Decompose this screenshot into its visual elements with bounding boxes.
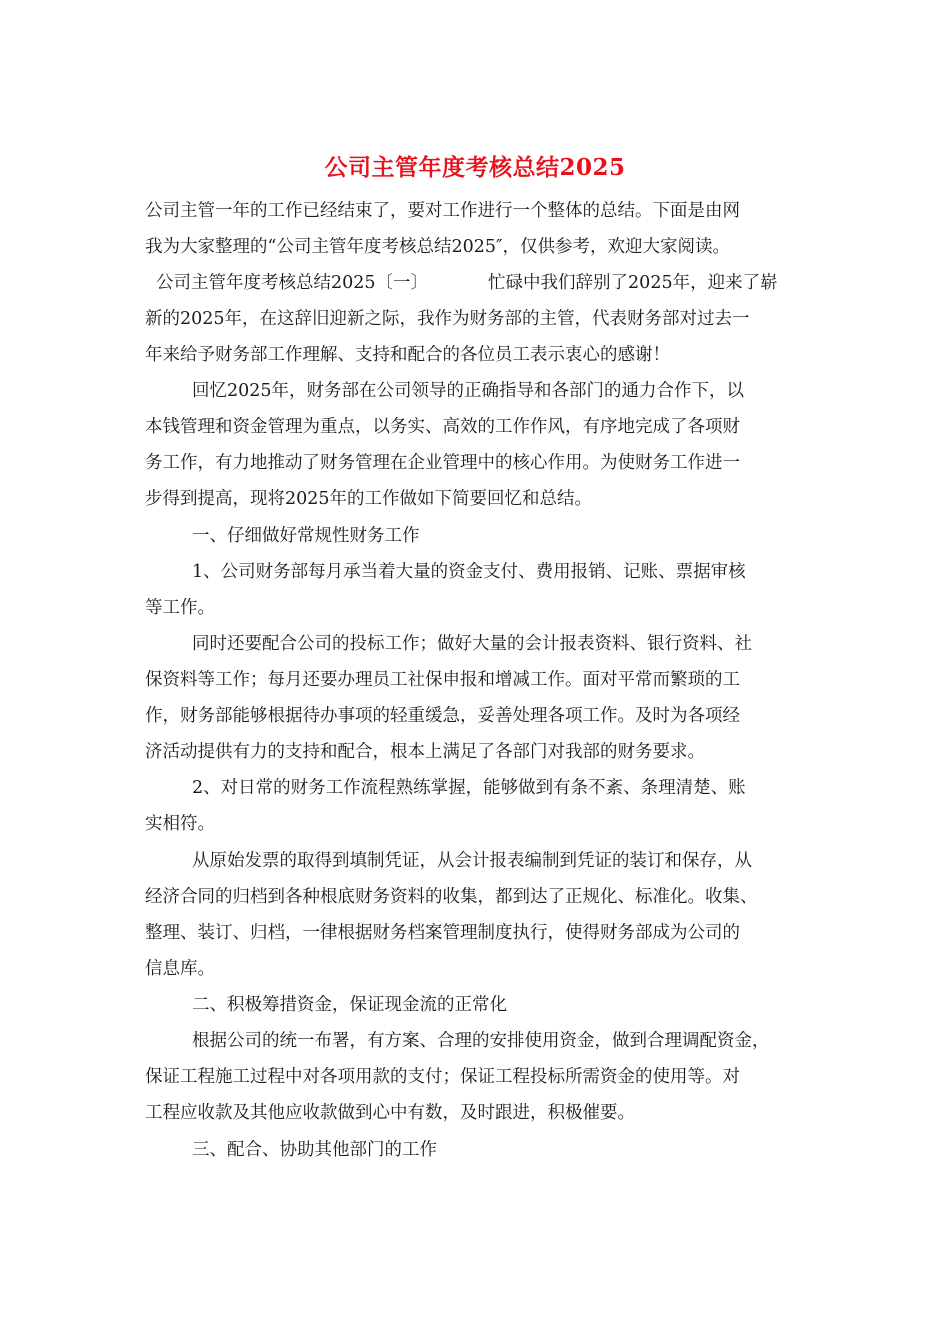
intro-line-3-text: 忙碌中我们辞别了2025年，迎来了崭 [488,273,778,293]
section-2-heading: 二、积极筹措资金，保证现金流的正常化 [192,995,507,1015]
review-line-2: 本钱管理和资金管理为重点，以务实、高效的工作作风，有序地完成了各项财 [145,417,740,437]
section-1-para-1-line-2: 保资料等工作；每月还要办理员工社保申报和增减工作。面对平常而繁琐的工 [145,670,740,690]
section-1-item-1-line-2: 等工作。 [145,598,215,618]
section-1-para-2-line-4: 信息库。 [145,959,215,979]
section-2-para-line-1: 根据公司的统一布署，有方案、合理的安排使用资金，做到合理调配资金， [192,1031,770,1051]
section-1-para-2-line-2: 经济合同的归档到各种根底财务资料的收集，都到达了正规化、标准化。收集、 [145,887,758,907]
review-line-4: 步得到提高，现将2025年的工作做如下简要回忆和总结。 [145,489,593,509]
document-title: 公司主管年度考核总结2025 [324,154,626,181]
section-1-item-2-line-1: 2、对日常的财务工作流程熟练掌握，能够做到有条不紊、条理清楚、账 [192,778,746,798]
section-1-para-2-line-3: 整理、装订、归档，一律根据财务档案管理制度执行，使得财务部成为公司的 [145,923,740,943]
intro-line-1: 公司主管一年的工作已经结束了，要对工作进行一个整体的总结。下面是由网 [145,201,740,221]
intro-line-2: 我为大家整理的“公司主管年度考核总结2025″，仅供参考，欢迎大家阅读。 [145,237,731,257]
review-line-3: 务工作，有力地推动了财务管理在企业管理中的核心作用。为使财务工作进一 [145,453,740,473]
section-1-para-2-line-1: 从原始发票的取得到填制凭证，从会计报表编制到凭证的装订和保存，从 [192,851,752,871]
intro-line-4: 新的2025年，在这辞旧迎新之际，我作为财务部的主管，代表财务部对过去一 [145,309,750,329]
section-1-para-1-line-3: 作，财务部能够根据待办事项的轻重缓急，妥善处理各项工作。及时为各项经 [145,706,740,726]
section-2-para-line-2: 保证工程施工过程中对各项用款的支付；保证工程投标所需资金的使用等。对 [145,1067,740,1087]
intro-line-3 [156,269,778,297]
section-2-para-line-3: 工程应收款及其他应收款做到心中有数，及时跟进，积极催要。 [145,1103,635,1123]
section-1-item-2-line-2: 实相符。 [145,814,215,834]
section-1-para-1-line-4: 济活动提供有力的支持和配合，根本上满足了各部门对我部的财务要求。 [145,742,705,762]
subheading-part-one: 公司主管年度考核总结2025〔一〕 [156,273,429,293]
section-3-heading: 三、配合、协助其他部门的工作 [192,1140,437,1160]
section-1-item-1-line-1: 1、公司财务部每月承当着大量的资金支付、费用报销、记账、票据审核 [192,562,746,582]
intro-line-5: 年来给予财务部工作理解、支持和配合的各位员工表示衷心的感谢！ [145,345,670,365]
review-line-1: 回忆2025年，财务部在公司领导的正确指导和各部门的通力合作下，以 [192,381,745,401]
section-1-heading: 一、仔细做好常规性财务工作 [192,526,420,546]
section-1-para-1-line-1: 同时还要配合公司的投标工作；做好大量的会计报表资料、银行资料、社 [192,634,752,654]
